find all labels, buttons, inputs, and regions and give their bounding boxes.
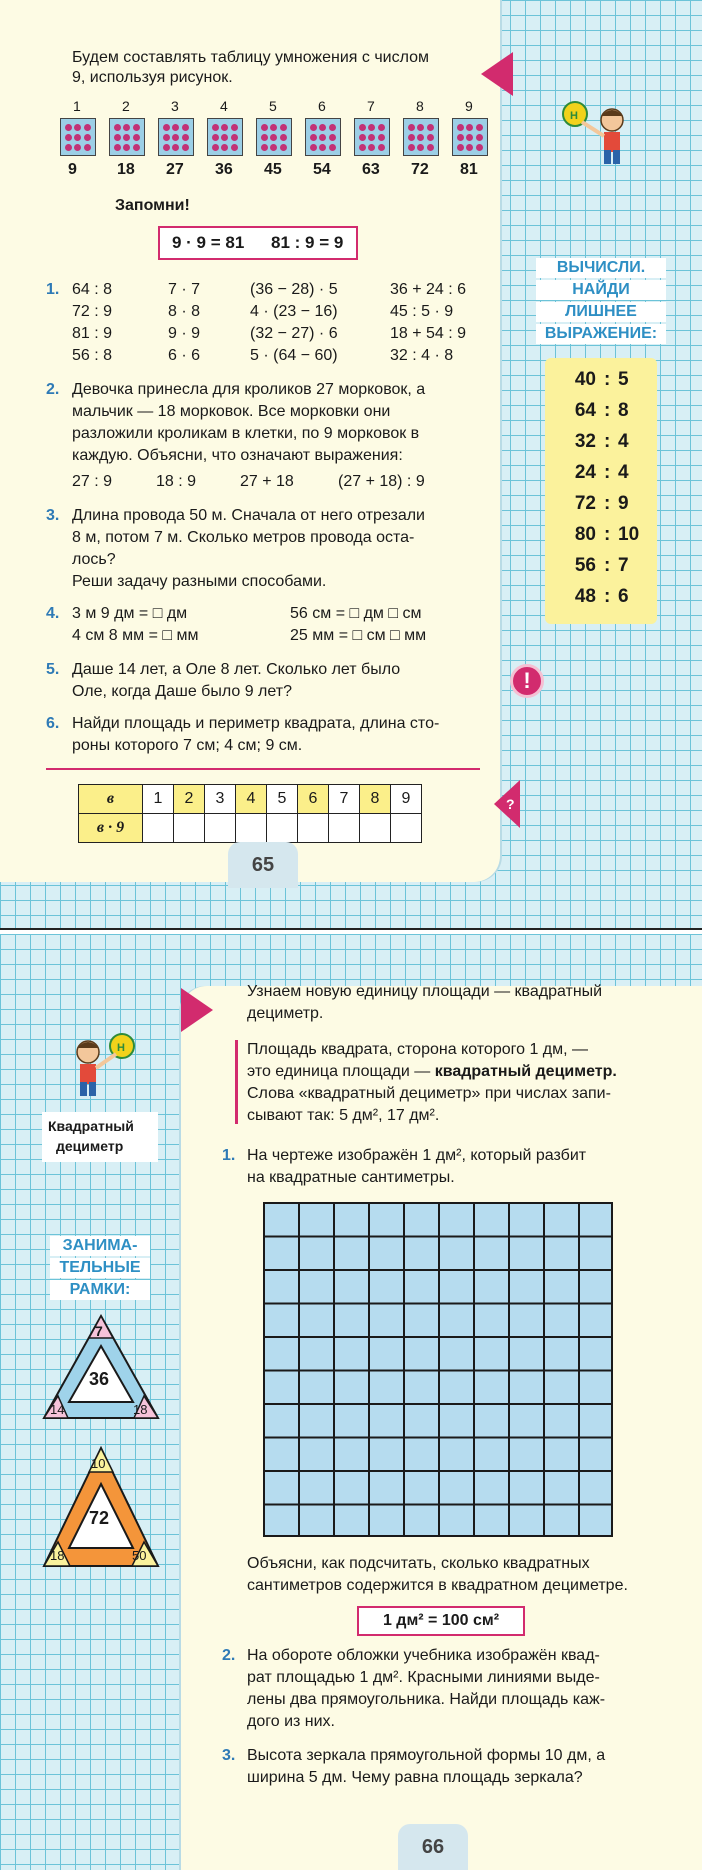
side-expression-dividend: 24 — [574, 462, 596, 483]
dot — [261, 124, 268, 131]
task-2-expr: 27 + 18 — [240, 473, 294, 490]
dot — [182, 144, 189, 151]
dot — [65, 134, 72, 141]
side-expression-divisor: 10 — [618, 524, 640, 545]
dot — [84, 144, 91, 151]
dot — [417, 144, 424, 151]
dot — [329, 144, 336, 151]
dot — [133, 124, 140, 131]
intro-text-2: 9, используя рисунок. — [72, 69, 233, 86]
task-4-item: 25 мм = □ см □ мм — [290, 627, 427, 644]
division-sign: : — [604, 493, 611, 514]
product-number: 81 — [460, 161, 478, 178]
frame-1-right: 18 — [133, 1402, 148, 1417]
dot — [172, 144, 179, 151]
question-mark: ? — [506, 796, 515, 812]
column-number: 3 — [171, 98, 179, 114]
task-1-expression: 18 + 54 : 9 — [390, 325, 467, 342]
task-2-expr: 18 : 9 — [156, 473, 197, 490]
dot — [221, 134, 228, 141]
dot — [74, 124, 81, 131]
side-expression-dividend: 40 — [574, 369, 596, 390]
task-2-text: разложили кроликам в клетки, по 9 морковок в — [72, 425, 420, 442]
side-title-line: НАЙДИ — [536, 280, 666, 300]
task-1-number: 1. — [46, 281, 60, 298]
side-expression-dividend: 80 — [574, 524, 596, 545]
task-2-text: дого из них. — [247, 1713, 335, 1730]
frame-2-top: 10 — [91, 1456, 106, 1471]
dot — [74, 144, 81, 151]
dot — [457, 144, 464, 151]
task-5-text: Оле, когда Даше было 9 лет? — [72, 683, 292, 700]
task-1-expression: 8 · 8 — [168, 303, 201, 320]
dot — [65, 144, 72, 151]
intro-text: Будем составлять таблицу умножения с числом — [72, 49, 430, 66]
table-cell[interactable] — [236, 814, 267, 843]
task-1-text: на квадратные сантиметры. — [247, 1169, 455, 1186]
task-1-expression: 6 · 6 — [168, 347, 201, 364]
division-sign: : — [604, 555, 611, 576]
column-number: 4 — [220, 98, 228, 114]
table-cell[interactable] — [143, 814, 174, 843]
dot — [212, 124, 219, 131]
rule-multiply: 9 · 9 = 81 — [172, 233, 245, 252]
dot — [84, 124, 91, 131]
dot — [84, 134, 91, 141]
table-cell: 9 — [391, 785, 422, 814]
product-number: 45 — [264, 161, 282, 178]
product-number: 18 — [117, 161, 135, 178]
task-3-text: лось? — [72, 551, 116, 568]
dot — [123, 144, 130, 151]
division-sign: : — [604, 369, 611, 390]
task-2-expr: (27 + 18) : 9 — [338, 473, 425, 490]
dot — [261, 134, 268, 141]
dot — [457, 124, 464, 131]
column-number: 5 — [269, 98, 277, 114]
side-title-line: ЛИШНЕЕ — [536, 302, 666, 322]
table-cell[interactable] — [391, 814, 422, 843]
frame-2-left: 18 — [50, 1548, 65, 1563]
dot — [221, 124, 228, 131]
dot — [427, 134, 434, 141]
side-expression-dividend: 48 — [574, 586, 596, 607]
dot-square — [207, 118, 243, 156]
task-3-text: Длина провода 50 м. Сначала от него отрезали — [72, 507, 425, 524]
dot — [359, 124, 366, 131]
product-number: 72 — [411, 161, 429, 178]
dot — [466, 144, 473, 151]
square-decimeter-grid — [263, 1202, 613, 1537]
task-1-expression: 32 : 4 · 8 — [390, 347, 454, 364]
dot — [133, 134, 140, 141]
dot — [329, 134, 336, 141]
frame-1-center: 36 — [89, 1369, 110, 1389]
dot — [427, 124, 434, 131]
dot — [427, 144, 434, 151]
table-cell[interactable] — [298, 814, 329, 843]
badge-n: Н — [570, 110, 578, 122]
page-number: 66 — [398, 1824, 468, 1870]
table-header-cell: в · 9 — [79, 814, 143, 843]
dot — [163, 144, 170, 151]
task-5-text: Даше 14 лет, а Оле 8 лет. Сколько лет было — [72, 661, 401, 678]
column-number: 2 — [122, 98, 130, 114]
task-3-number: 3. — [46, 507, 60, 524]
task-3-text: Реши задачу разными способами. — [72, 573, 327, 590]
dot — [114, 134, 121, 141]
side-expression-dividend: 32 — [574, 431, 596, 452]
dot-square — [452, 118, 488, 156]
side-label: дециметр — [56, 1138, 124, 1154]
task-2-text: рат площадью 1 дм². Красными линиями выде- — [247, 1669, 600, 1686]
definition-bar — [235, 1040, 238, 1124]
dot — [310, 124, 317, 131]
dot — [163, 134, 170, 141]
dot — [368, 124, 375, 131]
division-sign: : — [604, 524, 611, 545]
rule-divide: 81 : 9 = 9 — [271, 233, 344, 252]
dot — [270, 124, 277, 131]
task-2-text: каждую. Объясни, что означают выражения: — [72, 447, 403, 464]
badge-n: Н — [117, 1042, 125, 1054]
dot-square — [158, 118, 194, 156]
side-expression-dividend: 56 — [574, 555, 596, 576]
dot — [280, 144, 287, 151]
table-cell[interactable] — [360, 814, 391, 843]
dot — [74, 134, 81, 141]
definition-term: квадратный дециметр. — [434, 1063, 617, 1080]
intro-text: Узнаем новую единицу площади — квадратный — [247, 983, 603, 1000]
table-row — [79, 814, 422, 843]
table-cell: 5 — [267, 785, 298, 814]
dot — [476, 144, 483, 151]
dot — [261, 144, 268, 151]
dot — [172, 124, 179, 131]
task-1-number: 1. — [222, 1147, 236, 1164]
product-number: 9 — [68, 161, 77, 178]
task-6-text: Найди площадь и периметр квадрата, длина сто- — [72, 715, 440, 732]
dot — [231, 124, 238, 131]
side-expression-divisor: 4 — [618, 462, 629, 483]
explain-text: сантиметров содержится в квадратном дециметре. — [247, 1577, 628, 1594]
division-sign: : — [604, 400, 611, 421]
dot — [378, 124, 385, 131]
dot — [172, 134, 179, 141]
side-expression-divisor: 6 — [618, 586, 629, 607]
side-title-line: ВЫЧИСЛИ. — [536, 258, 666, 278]
task-1-expression: (32 − 27) · 6 — [250, 325, 338, 342]
dot-square — [256, 118, 292, 156]
side-expression-dividend: 64 — [574, 400, 596, 421]
dot — [114, 144, 121, 151]
section-marker-icon — [181, 988, 213, 1032]
task-1-expression: (36 − 28) · 5 — [250, 281, 338, 298]
task-3-text: Высота зеркала прямоугольной формы 10 дм, а — [247, 1747, 606, 1764]
dot — [182, 124, 189, 131]
intro-text-2: дециметр. — [247, 1005, 324, 1022]
section-marker-icon — [481, 52, 513, 96]
task-1-expression: 56 : 8 — [72, 347, 113, 364]
dot — [476, 124, 483, 131]
column-number: 8 — [416, 98, 424, 114]
task-6-number: 6. — [46, 715, 60, 732]
side-expression-divisor: 9 — [618, 493, 629, 514]
table-cell: 4 — [236, 785, 267, 814]
table-cell: 1 — [143, 785, 174, 814]
attention-icon: ! — [510, 664, 544, 698]
task-3-number: 3. — [222, 1747, 236, 1764]
page-66 — [0, 934, 702, 1870]
definition-text: Слова «квадратный дециметр» при числах запи- — [247, 1085, 611, 1102]
task-1-expression: 7 · 7 — [168, 281, 201, 298]
frame-1-left: 14 — [50, 1402, 65, 1417]
dot — [310, 144, 317, 151]
task-2-text: На обороте обложки учебника изображён квад- — [247, 1647, 600, 1664]
division-sign: : — [604, 586, 611, 607]
dot — [114, 124, 121, 131]
remember-heading: Запомни! — [115, 197, 190, 214]
definition-text — [247, 1062, 617, 1082]
dot — [231, 134, 238, 141]
column-number: 9 — [465, 98, 473, 114]
task-2-text: лены два прямоугольника. Найди площадь каж- — [247, 1691, 606, 1708]
definition-part: это единица площади — — [247, 1063, 435, 1080]
dot — [221, 144, 228, 151]
frame-2-center: 72 — [89, 1508, 110, 1528]
frame-2-right: 50 — [132, 1548, 147, 1563]
dot — [123, 124, 130, 131]
side-expression-divisor: 4 — [618, 431, 629, 452]
task-3-text: 8 м, потом 7 м. Сколько метров провода оста- — [72, 529, 415, 546]
dot — [270, 144, 277, 151]
side-title-line: ВЫРАЖЕНИЕ: — [536, 324, 666, 344]
page-number: 65 — [228, 842, 298, 888]
task-1-expression: 5 · (64 − 60) — [250, 347, 338, 364]
product-number: 63 — [362, 161, 380, 178]
page-65 — [0, 0, 702, 930]
dot — [368, 144, 375, 151]
table-cell[interactable] — [205, 814, 236, 843]
dot — [319, 124, 326, 131]
task-4-number: 4. — [46, 605, 60, 622]
task-4-item: 56 см = □ дм □ см — [290, 605, 422, 622]
division-sign: : — [604, 431, 611, 452]
table-cell[interactable] — [329, 814, 360, 843]
task-1-expression: 81 : 9 — [72, 325, 113, 342]
dot — [280, 134, 287, 141]
task-5-number: 5. — [46, 661, 60, 678]
dot — [231, 144, 238, 151]
dot — [182, 134, 189, 141]
formula-box: 1 дм² = 100 см² — [357, 1606, 525, 1636]
side-expression-dividend: 72 — [574, 493, 596, 514]
table-row — [79, 785, 422, 814]
task-6-text: роны которого 7 см; 4 см; 9 см. — [72, 737, 303, 754]
product-number: 36 — [215, 161, 233, 178]
dot — [378, 134, 385, 141]
task-4-item: 3 м 9 дм = □ дм — [72, 605, 188, 622]
table-cell[interactable] — [174, 814, 205, 843]
dot — [457, 134, 464, 141]
dot — [408, 124, 415, 131]
table-cell: 6 — [298, 785, 329, 814]
dot — [359, 134, 366, 141]
side-label: Квадратный — [48, 1118, 134, 1134]
task-2-text: Девочка принесла для кроликов 27 морковок, а — [72, 381, 426, 398]
dot — [319, 144, 326, 151]
dot — [408, 144, 415, 151]
task-1-expression: 72 : 9 — [72, 303, 113, 320]
side-title-line: РАМКИ: — [50, 1280, 150, 1300]
definition-text: сывают так: 5 дм², 17 дм². — [247, 1107, 440, 1124]
dot — [408, 134, 415, 141]
side-expression-divisor: 8 — [618, 400, 629, 421]
task-1-expression: 64 : 8 — [72, 281, 113, 298]
column-number: 7 — [367, 98, 375, 114]
side-title-line: ЗАНИМА- — [50, 1236, 150, 1256]
product-number: 54 — [313, 161, 331, 178]
dot-square — [305, 118, 341, 156]
side-expression-divisor: 5 — [618, 369, 629, 390]
dot — [319, 134, 326, 141]
dot — [123, 134, 130, 141]
dot — [212, 144, 219, 151]
task-2-text: мальчик — 18 морковок. Все морковки они — [72, 403, 391, 420]
dot — [417, 134, 424, 141]
table-cell: 8 — [360, 785, 391, 814]
product-number: 27 — [166, 161, 184, 178]
task-4-item: 4 см 8 мм = □ мм — [72, 627, 199, 644]
divider-line — [46, 768, 480, 770]
dot — [270, 134, 277, 141]
side-title-line: ТЕЛЬНЫЕ — [50, 1258, 150, 1278]
division-sign: : — [604, 462, 611, 483]
multiplication-table — [78, 784, 422, 843]
dot — [466, 124, 473, 131]
task-1-text: На чертеже изображён 1 дм², который разбит — [247, 1147, 587, 1164]
explain-text: Объясни, как подсчитать, сколько квадратных — [247, 1555, 590, 1572]
task-2-expr: 27 : 9 — [72, 473, 113, 490]
dot — [212, 134, 219, 141]
dot — [466, 134, 473, 141]
dot — [368, 134, 375, 141]
dot — [133, 144, 140, 151]
task-1-expression: 4 · (23 − 16) — [250, 303, 338, 320]
table-cell: 2 — [174, 785, 205, 814]
task-1-expression: 9 · 9 — [168, 325, 201, 342]
dot — [65, 124, 72, 131]
table-cell: 7 — [329, 785, 360, 814]
task-1-expression: 36 + 24 : 6 — [390, 281, 467, 298]
dot — [310, 134, 317, 141]
dot — [329, 124, 336, 131]
dot-square — [403, 118, 439, 156]
table-header-cell: в — [79, 785, 143, 814]
table-cell: 3 — [205, 785, 236, 814]
task-1-expression: 45 : 5 · 9 — [390, 303, 454, 320]
definition-text: Площадь квадрата, сторона которого 1 дм, — — [247, 1041, 589, 1058]
dot-square — [354, 118, 390, 156]
dot — [378, 144, 385, 151]
side-expression-divisor: 7 — [618, 555, 629, 576]
dot-square — [60, 118, 96, 156]
task-3-text: ширина 5 дм. Чему равна площадь зеркала? — [247, 1769, 583, 1786]
dot — [476, 134, 483, 141]
dot — [417, 124, 424, 131]
frame-1-top: 7 — [95, 1323, 103, 1339]
boy-character-icon — [62, 1026, 142, 1106]
dot-square — [109, 118, 145, 156]
dot — [163, 124, 170, 131]
column-number: 6 — [318, 98, 326, 114]
dot — [280, 124, 287, 131]
task-2-number: 2. — [46, 381, 60, 398]
column-number: 1 — [73, 98, 81, 114]
dot — [359, 144, 366, 151]
table-cell[interactable] — [267, 814, 298, 843]
task-2-number: 2. — [222, 1647, 236, 1664]
side-task-card — [545, 358, 657, 624]
